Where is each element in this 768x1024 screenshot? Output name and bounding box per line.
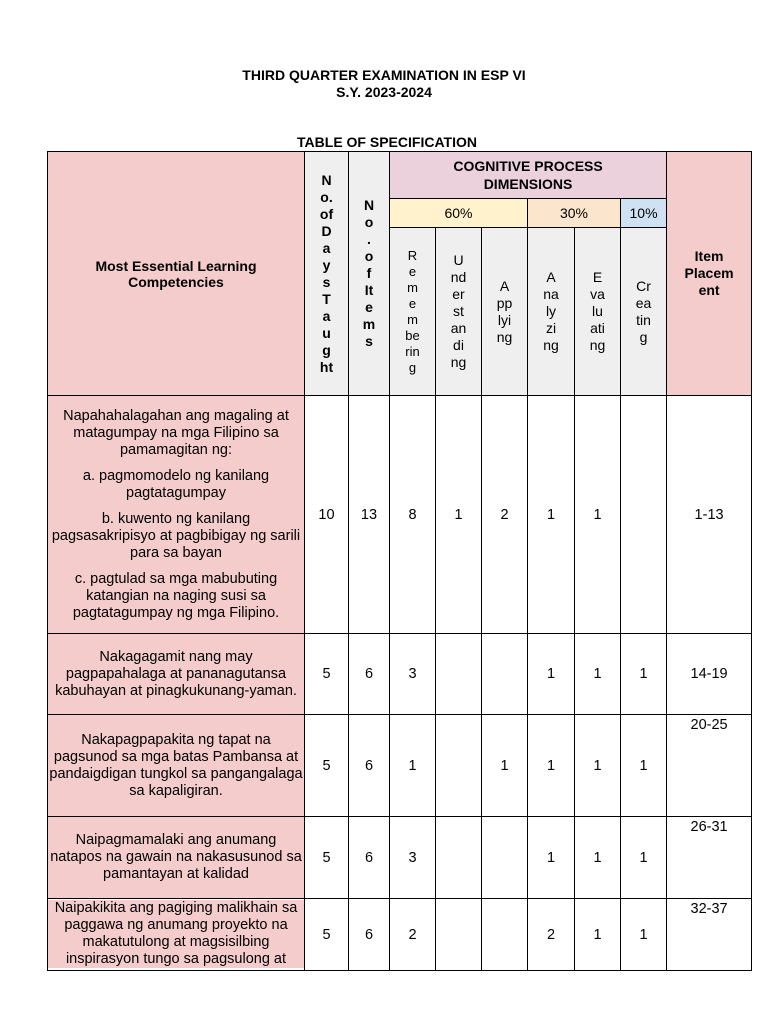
header-text-fragment: y — [322, 256, 331, 273]
header-text-fragment: na — [543, 286, 559, 302]
competency-cell: Naipakikita ang pagiging malikhain sa paggawa ng anumang proyekto na makatutulong at magsisilbing inspirasyon tungo sa pagsulong at — [48, 899, 305, 971]
header-text-fragment: pp — [496, 294, 513, 311]
header-text-fragment: Cr — [636, 277, 651, 294]
creating-cell: 1 — [621, 899, 667, 971]
analyzing-header — [528, 228, 575, 396]
understanding-cell — [436, 634, 482, 715]
header-text-fragment: o — [364, 214, 374, 230]
competency-cell: Naipagmamalaki ang anumang natapos na gawain na nakasusunod sa pamantayan at kalidad — [48, 817, 305, 899]
school-year: S.Y. 2023-2024 — [336, 84, 432, 100]
analyzing-cell: 1 — [528, 817, 575, 899]
header-text-fragment: nd — [450, 269, 467, 285]
placement-cell: 14-19 — [667, 634, 752, 715]
header-text-fragment: m — [362, 316, 376, 332]
remembering-header — [390, 228, 436, 396]
header-text-fragment: g — [322, 341, 331, 358]
days-cell: 10 — [305, 396, 349, 634]
header-text-fragment: u — [322, 324, 331, 341]
header-text-fragment: ng — [450, 354, 467, 370]
header-text-fragment: N — [363, 197, 375, 213]
cognitive-header: COGNITIVE PROCESS DIMENSIONS — [390, 152, 667, 199]
header-text-fragment: D — [321, 222, 332, 239]
analyzing-cell: 1 — [528, 634, 575, 715]
items-cell: 13 — [349, 396, 390, 634]
header-text-fragment: tin — [636, 311, 651, 328]
header-text-fragment: ng — [589, 337, 606, 353]
num-items-header — [349, 152, 390, 396]
header-text-fragment: m — [407, 279, 418, 295]
competency-cell: Nakapagpapakita ng tapat na pagsunod sa mga batas Pambansa at pandaigdigan tungkol sa pangangalaga sa kapaligiran. — [48, 715, 305, 817]
header-text-fragment: zi — [545, 320, 557, 336]
header-text-fragment: ea — [635, 294, 652, 311]
header-text-fragment: g — [639, 328, 648, 345]
pct-30: 30% — [528, 199, 621, 228]
applying-cell — [482, 817, 528, 899]
items-cell: 6 — [349, 817, 390, 899]
applying-cell — [482, 634, 528, 715]
header-text-fragment: A — [546, 269, 556, 285]
document-title: THIRD QUARTER EXAMINATION IN ESP VI — [242, 67, 526, 83]
header-text-fragment: a — [322, 239, 331, 256]
header-text-fragment: ng — [496, 328, 513, 345]
header-text-fragment: an — [450, 320, 467, 336]
days-cell: 5 — [305, 899, 349, 971]
header-text-fragment: f — [366, 265, 372, 281]
placement-cell: 20-25 — [667, 715, 752, 817]
header-text-fragment: ati — [590, 320, 605, 336]
header-text-fragment: ht — [319, 358, 334, 375]
creating-cell: 1 — [621, 634, 667, 715]
days-taught-header — [305, 152, 349, 396]
creating-cell — [621, 396, 667, 634]
table-row — [48, 899, 752, 971]
header-text-fragment: R — [407, 247, 418, 263]
understanding-cell: 1 — [436, 396, 482, 634]
specification-table — [47, 151, 752, 971]
table-row — [48, 396, 752, 634]
header-text-fragment: a — [322, 307, 331, 324]
placement-cell: 32-37 — [667, 899, 752, 971]
remembering-cell: 2 — [390, 899, 436, 971]
header-text-fragment: o — [364, 248, 374, 264]
items-cell: 6 — [349, 899, 390, 971]
table-row — [48, 817, 752, 899]
table-row — [48, 634, 752, 715]
evaluating-cell: 1 — [575, 396, 621, 634]
remembering-cell: 3 — [390, 817, 436, 899]
analyzing-cell: 1 — [528, 396, 575, 634]
header-text-fragment: g — [408, 359, 417, 375]
placement-cell: 1-13 — [667, 396, 752, 634]
days-cell: 5 — [305, 817, 349, 899]
header-text-fragment: ng — [543, 337, 559, 353]
header-text-fragment: m — [407, 311, 418, 327]
evaluating-cell: 1 — [575, 715, 621, 817]
evaluating-cell: 1 — [575, 817, 621, 899]
header-text-fragment: E — [592, 269, 603, 285]
days-cell: 5 — [305, 715, 349, 817]
understanding-cell — [436, 817, 482, 899]
header-text-fragment: o. — [320, 188, 333, 205]
header-text-fragment: N — [321, 171, 332, 188]
header-text-fragment: lyi — [497, 311, 512, 328]
header-text-fragment: U — [453, 252, 464, 268]
header-text-fragment: st — [453, 303, 464, 319]
analyzing-cell: 1 — [528, 715, 575, 817]
header-text-fragment: Placem — [684, 265, 734, 281]
competency-cell: Nakagagamit nang may pagpapahalaga at pananagutansa kabuhayan at pinagkukunang-yaman. — [48, 634, 305, 715]
remembering-cell: 8 — [390, 396, 436, 634]
creating-cell: 1 — [621, 715, 667, 817]
remembering-cell: 1 — [390, 715, 436, 817]
header-text-fragment: di — [453, 337, 464, 353]
header-text-fragment: . — [367, 231, 371, 247]
table-row — [48, 715, 752, 817]
competencies-header: Most Essential Learning Competencies — [48, 152, 305, 396]
header-text-fragment: A — [499, 277, 510, 294]
understanding-header — [436, 228, 482, 396]
header-text-fragment: of — [319, 205, 334, 222]
evaluating-header — [575, 228, 621, 396]
competency-cell: Napahahalagahan ang magaling at matagumpay na mga Filipino sa pamamagitan ng: a. pagmomodelo ng kanilang pagtatagumpay b. kuwento ng kanilang pagsasakripisyo at pagbibigay ng sarili para sa bayan c. pagtulad sa mga mabubuting katangian na naging susi sa pagtatagumpay ng mga Filipino. — [48, 396, 305, 634]
creating-header — [621, 228, 667, 396]
item-placement-header — [667, 152, 752, 396]
header-text-fragment: e — [365, 299, 373, 315]
items-cell: 6 — [349, 634, 390, 715]
applying-cell — [482, 899, 528, 971]
table-title: TABLE OF SPECIFICATION — [297, 134, 477, 150]
applying-cell: 1 — [482, 715, 528, 817]
header-text-fragment: T — [322, 290, 331, 307]
evaluating-cell: 1 — [575, 634, 621, 715]
understanding-cell — [436, 715, 482, 817]
applying-header — [482, 228, 528, 396]
analyzing-cell: 2 — [528, 899, 575, 971]
header-text-fragment: va — [590, 286, 605, 302]
placement-cell: 26-31 — [667, 817, 752, 899]
header-text-fragment: s — [365, 333, 373, 349]
header-text-fragment: ent — [698, 282, 720, 298]
items-cell: 6 — [349, 715, 390, 817]
days-cell: 5 — [305, 634, 349, 715]
applying-cell: 2 — [482, 396, 528, 634]
header-text-fragment: rin — [405, 343, 420, 359]
header-text-fragment: e — [408, 295, 417, 311]
header-text-fragment: Item — [694, 248, 724, 264]
header-text-fragment: s — [322, 273, 331, 290]
creating-cell: 1 — [621, 817, 667, 899]
header-text-fragment: e — [408, 263, 417, 279]
header-text-fragment: It — [364, 282, 374, 298]
understanding-cell — [436, 899, 482, 971]
pct-60: 60% — [390, 199, 528, 228]
header-text-fragment: lu — [592, 303, 603, 319]
evaluating-cell: 1 — [575, 899, 621, 971]
header-text-fragment: ly — [545, 303, 557, 319]
remembering-cell: 3 — [390, 634, 436, 715]
header-text-fragment: be — [405, 327, 420, 343]
header-text-fragment: er — [452, 286, 465, 302]
pct-10: 10% — [621, 199, 667, 228]
